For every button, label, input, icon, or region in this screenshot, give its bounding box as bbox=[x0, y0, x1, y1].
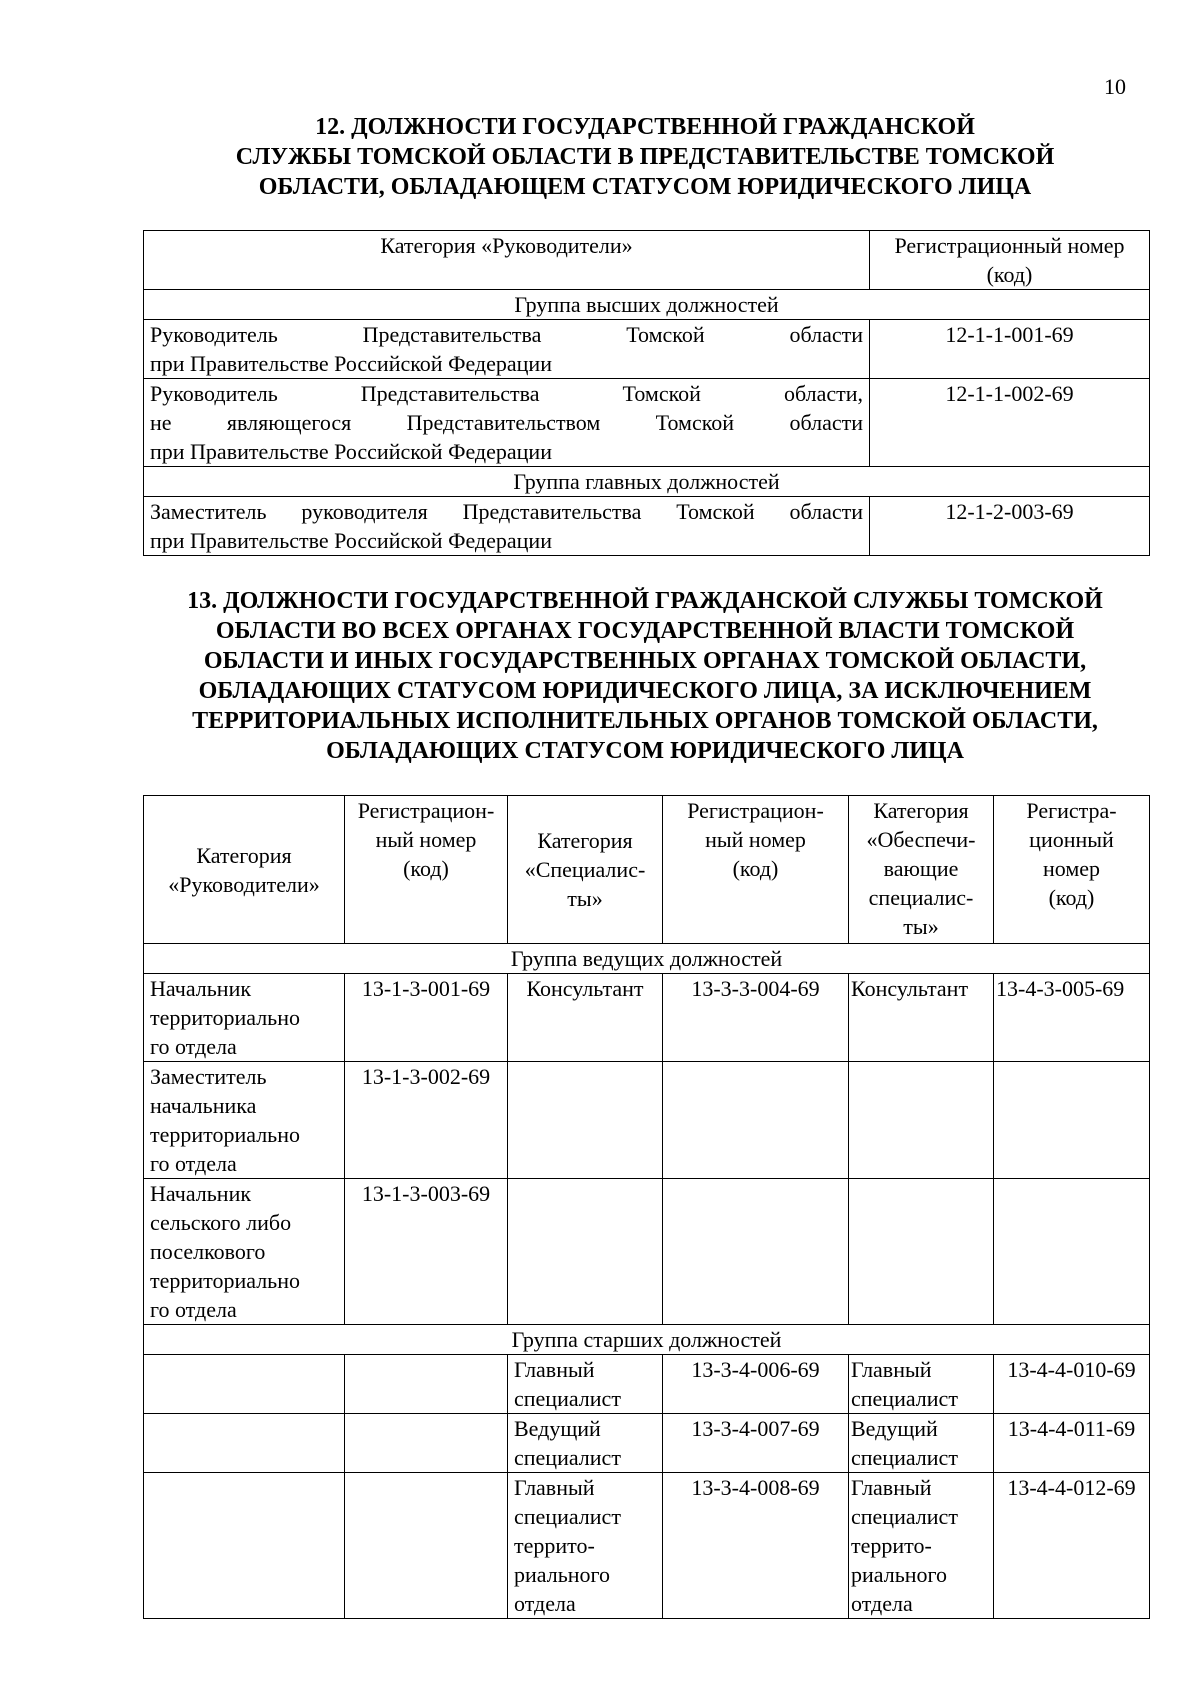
support-cell bbox=[849, 1414, 994, 1473]
table-row bbox=[144, 497, 1150, 556]
position-line: го отдела bbox=[150, 1034, 237, 1059]
header-line: Категория bbox=[873, 798, 969, 823]
header-category-specialists bbox=[508, 796, 663, 944]
section-13-title-line: ОБЛАДАЮЩИХ СТАТУСОМ ЮРИДИЧЕСКОГО ЛИЦА bbox=[326, 738, 964, 764]
support-cell bbox=[849, 1355, 994, 1414]
table-header-row bbox=[144, 796, 1150, 944]
support-line: специалист bbox=[851, 1445, 958, 1470]
table-row bbox=[144, 379, 1150, 467]
header-line: Категория bbox=[537, 828, 633, 853]
position-line: Начальник bbox=[150, 976, 252, 1001]
position-cell bbox=[144, 379, 870, 467]
group-label: Группа ведущих должностей bbox=[144, 944, 1150, 974]
position-line: при Правительстве Российской Федерации bbox=[150, 528, 552, 553]
empty-cell bbox=[144, 1355, 345, 1414]
position-line: территориально bbox=[150, 1122, 300, 1147]
header-line: (код) bbox=[1048, 885, 1095, 910]
specialist-line: Главный bbox=[514, 1475, 595, 1500]
empty-cell bbox=[849, 1179, 994, 1325]
table-row bbox=[144, 320, 1150, 379]
code-cell: 13-3-4-006-69 bbox=[663, 1355, 849, 1414]
code-cell: 13-4-4-012-69 bbox=[994, 1473, 1150, 1619]
empty-cell bbox=[663, 1062, 849, 1179]
page-number: 10 bbox=[1104, 74, 1126, 99]
header-specialists-code bbox=[663, 796, 849, 944]
position-cell bbox=[144, 1062, 345, 1179]
code-cell: 13-3-4-007-69 bbox=[663, 1414, 849, 1473]
header-line: Регистра- bbox=[1026, 798, 1117, 823]
position-line: сельского либо bbox=[150, 1210, 292, 1235]
header-line: Регистрацион- bbox=[357, 798, 495, 823]
position-line: начальника bbox=[150, 1093, 257, 1118]
header-line: Категория bbox=[196, 842, 292, 868]
section-13-title-line: ОБЛАДАЮЩИХ СТАТУСОМ ЮРИДИЧЕСКОГО ЛИЦА, ЗА ИСКЛЮЧЕНИЕМ bbox=[198, 678, 1092, 704]
header-line: (код) bbox=[732, 856, 779, 881]
specialist-line: Главный bbox=[514, 1357, 595, 1382]
section-12-title-line: 12. ДОЛЖНОСТИ ГОСУДАРСТВЕННОЙ ГРАЖДАНСКОЙ bbox=[315, 114, 975, 140]
specialist-cell bbox=[508, 1414, 663, 1473]
specialist-line: террито- bbox=[514, 1533, 595, 1558]
header-category-support bbox=[849, 796, 994, 944]
support-line: отдела bbox=[851, 1591, 913, 1616]
group-label: Группа старших должностей bbox=[144, 1325, 1150, 1355]
position-cell bbox=[144, 1179, 345, 1325]
header-line: «Руководители» bbox=[168, 871, 320, 897]
section-13-table bbox=[143, 795, 1150, 1619]
empty-cell bbox=[994, 1062, 1150, 1179]
section-13-title-line: ОБЛАСТИ И ИНЫХ ГОСУДАРСТВЕННЫХ ОРГАНАХ ТОМСКОЙ ОБЛАСТИ, bbox=[203, 648, 1087, 674]
header-line: ный номер bbox=[705, 827, 806, 852]
position-line: го отдела bbox=[150, 1151, 237, 1176]
empty-cell bbox=[345, 1355, 508, 1414]
table-row bbox=[144, 1414, 1150, 1473]
table-header-row bbox=[144, 231, 1150, 290]
position-line: Руководитель Представительства Томской области bbox=[150, 322, 863, 347]
header-line: ты» bbox=[903, 914, 939, 939]
section-13-title-line: 13. ДОЛЖНОСТИ ГОСУДАРСТВЕННОЙ ГРАЖДАНСКОЙ СЛУЖБЫ ТОМСКОЙ bbox=[187, 588, 1103, 614]
position-line: территориально bbox=[150, 1268, 300, 1293]
header-line: Регистрацион- bbox=[687, 798, 824, 823]
header-line: (код) bbox=[403, 856, 449, 881]
code-cell: 13-1-3-003-69 bbox=[345, 1179, 508, 1325]
support-line: Главный bbox=[851, 1475, 932, 1500]
empty-cell bbox=[508, 1179, 663, 1325]
header-line: ционный bbox=[1029, 827, 1114, 852]
support-cell bbox=[849, 1473, 994, 1619]
code-cell: 12-1-1-001-69 bbox=[870, 320, 1150, 379]
specialist-line: специалист bbox=[514, 1445, 621, 1470]
header-line: номер bbox=[1042, 856, 1101, 881]
header-code bbox=[870, 231, 1150, 290]
specialist-line: риального bbox=[514, 1562, 610, 1587]
position-line: Заместитель bbox=[150, 1064, 267, 1089]
code-cell: 13-3-4-008-69 bbox=[663, 1473, 849, 1619]
section-12-title-line: ОБЛАСТИ, ОБЛАДАЮЩЕМ СТАТУСОМ ЮРИДИЧЕСКОГО ЛИЦА bbox=[258, 174, 1032, 200]
header-line: ный номер bbox=[375, 827, 477, 852]
empty-cell bbox=[663, 1179, 849, 1325]
section-12-title bbox=[140, 112, 1150, 202]
section-12-title-line: СЛУЖБЫ ТОМСКОЙ ОБЛАСТИ В ПРЕДСТАВИТЕЛЬСТВЕ ТОМСКОЙ bbox=[235, 144, 1055, 170]
header-line: ты» bbox=[567, 886, 603, 911]
header-support-code bbox=[994, 796, 1150, 944]
support-line: террито- bbox=[851, 1533, 932, 1558]
section-13-title bbox=[140, 586, 1150, 766]
position-cell bbox=[144, 974, 345, 1062]
position-line: при Правительстве Российской Федерации bbox=[150, 351, 552, 376]
group-row bbox=[144, 944, 1150, 974]
support-line: Главный bbox=[851, 1357, 932, 1382]
section-12-table bbox=[143, 230, 1150, 556]
empty-cell bbox=[345, 1414, 508, 1473]
group-label: Группа высших должностей bbox=[144, 290, 1150, 320]
specialist-line: специалист bbox=[514, 1504, 621, 1529]
code-cell: 12-1-1-002-69 bbox=[870, 379, 1150, 467]
code-cell: 13-4-3-005-69 bbox=[994, 974, 1150, 1062]
position-line: поселкового bbox=[150, 1239, 266, 1264]
support-cell: Консультант bbox=[849, 974, 994, 1062]
table-row bbox=[144, 1355, 1150, 1414]
empty-cell bbox=[849, 1062, 994, 1179]
support-line: специалист bbox=[851, 1504, 958, 1529]
empty-cell bbox=[144, 1473, 345, 1619]
position-line: территориально bbox=[150, 1005, 300, 1030]
group-row bbox=[144, 467, 1150, 497]
position-cell bbox=[144, 497, 870, 556]
table-row bbox=[144, 974, 1150, 1062]
empty-cell bbox=[508, 1062, 663, 1179]
specialist-cell bbox=[508, 1473, 663, 1619]
header-line: вающие bbox=[883, 856, 959, 881]
header-code-line: Регистрационный номер bbox=[894, 233, 1125, 258]
table-row bbox=[144, 1473, 1150, 1619]
position-line: Заместитель руководителя Представительства Томской области bbox=[150, 499, 863, 524]
specialist-line: Ведущий bbox=[514, 1416, 601, 1441]
code-cell: 13-4-4-010-69 bbox=[994, 1355, 1150, 1414]
specialist-cell: Консультант bbox=[508, 974, 663, 1062]
header-category: Категория «Руководители» bbox=[144, 231, 870, 290]
code-cell: 12-1-2-003-69 bbox=[870, 497, 1150, 556]
header-line: специалис- bbox=[868, 885, 974, 910]
header-leaders-code bbox=[345, 796, 508, 944]
support-line: Ведущий bbox=[851, 1416, 938, 1441]
section-13-title-line: ОБЛАСТИ ВО ВСЕХ ОРГАНАХ ГОСУДАРСТВЕННОЙ ВЛАСТИ ТОМСКОЙ bbox=[215, 618, 1075, 644]
specialist-cell bbox=[508, 1355, 663, 1414]
table-row bbox=[144, 1062, 1150, 1179]
group-row bbox=[144, 1325, 1150, 1355]
group-label: Группа главных должностей bbox=[144, 467, 1150, 497]
position-line: Начальник bbox=[150, 1181, 252, 1206]
support-line: специалист bbox=[851, 1386, 958, 1411]
empty-cell bbox=[345, 1473, 508, 1619]
empty-cell bbox=[144, 1414, 345, 1473]
empty-cell bbox=[994, 1179, 1150, 1325]
specialist-line: отдела bbox=[514, 1591, 576, 1616]
header-line: «Обеспечи- bbox=[866, 827, 976, 852]
code-cell: 13-4-4-011-69 bbox=[994, 1414, 1150, 1473]
specialist-line: специалист bbox=[514, 1386, 621, 1411]
code-cell: 13-3-3-004-69 bbox=[663, 974, 849, 1062]
table-row bbox=[144, 1179, 1150, 1325]
code-cell: 13-1-3-001-69 bbox=[345, 974, 508, 1062]
code-cell: 13-1-3-002-69 bbox=[345, 1062, 508, 1179]
position-line: Руководитель Представительства Томской области, bbox=[150, 381, 863, 406]
group-row bbox=[144, 290, 1150, 320]
header-category-leaders bbox=[144, 796, 345, 944]
position-line: не являющегося Представительством Томской области bbox=[150, 410, 863, 435]
position-cell bbox=[144, 320, 870, 379]
header-code-line: (код) bbox=[986, 262, 1033, 287]
support-line: риального bbox=[851, 1562, 947, 1587]
section-13-title-line: ТЕРРИТОРИАЛЬНЫХ ИСПОЛНИТЕЛЬНЫХ ОРГАНОВ ТОМСКОЙ ОБЛАСТИ, bbox=[192, 708, 1098, 734]
header-line: «Специалис- bbox=[524, 857, 646, 882]
position-line: при Правительстве Российской Федерации bbox=[150, 439, 552, 464]
position-line: го отдела bbox=[150, 1297, 237, 1322]
